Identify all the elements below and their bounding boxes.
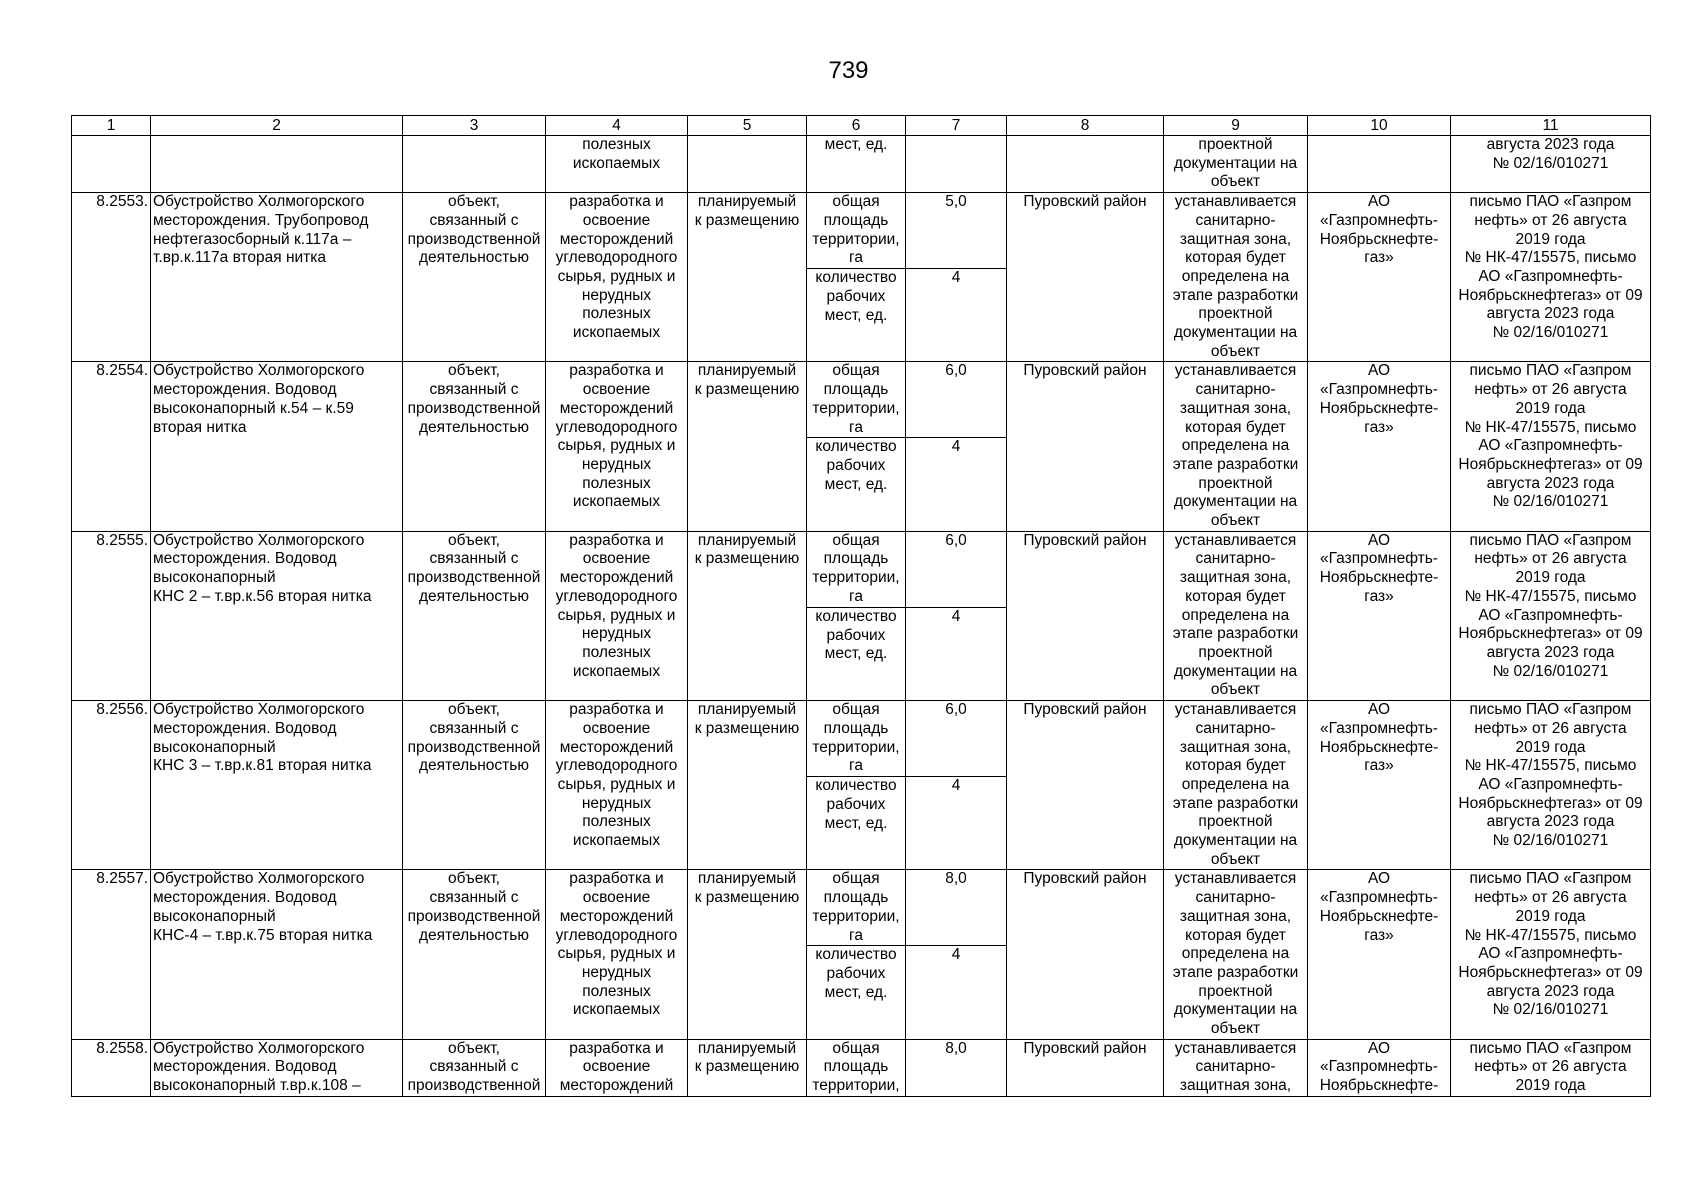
header-cell: 5	[688, 116, 807, 136]
object-status: планируемый к размещению	[688, 1039, 807, 1096]
param-area-label: общая площадь территории, га	[807, 870, 906, 946]
protection-zone: устанавливается санитарно- защитная зона, которая будет определена на этапе разработки проектной документации на объект	[1164, 701, 1308, 870]
param-jobs-value: 4	[906, 777, 1007, 870]
header-cell: 9	[1164, 116, 1308, 136]
object-status: планируемый к размещению	[688, 362, 807, 531]
continuation-row	[72, 136, 1651, 193]
initiator: АО «Газпромнефть- Ноябрьскнефте-	[1308, 1039, 1451, 1096]
header-row	[72, 116, 1651, 136]
object-name: Обустройство Холмогорского месторождения. Водовод высоконапорный КНС 2 – т.вр.к.56 вторая нитка	[151, 531, 403, 700]
object-status: планируемый к размещению	[688, 870, 807, 1039]
row-number: 8.2554.	[72, 362, 151, 531]
param-area-value: 5,0	[906, 193, 1007, 269]
param-jobs-value: 4	[906, 607, 1007, 700]
continuation-purpose: полезных ископаемых	[546, 136, 688, 193]
row-number: 8.2555.	[72, 531, 151, 700]
continuation-basis: августа 2023 года № 02/16/010271	[1451, 136, 1651, 193]
header-cell: 1	[72, 116, 151, 136]
object-category: объект, связанный с производственной деятельностью	[403, 193, 546, 362]
header-cell: 3	[403, 116, 546, 136]
object-purpose: разработка и освоение месторождений	[546, 1039, 688, 1096]
object-status: планируемый к размещению	[688, 531, 807, 700]
initiator: АО «Газпромнефть- Ноябрьскнефте- газ»	[1308, 531, 1451, 700]
continuation-param: мест, ед.	[807, 136, 906, 193]
object-category: объект, связанный с производственной деятельностью	[403, 870, 546, 1039]
param-jobs-label: количество рабочих мест, ед.	[807, 607, 906, 700]
header-cell: 4	[546, 116, 688, 136]
object-name: Обустройство Холмогорского месторождения. Водовод высоконапорный КНС 3 – т.вр.к.81 вторая нитка	[151, 701, 403, 870]
object-location: Пуровский район	[1007, 531, 1164, 700]
initiator: АО «Газпромнефть- Ноябрьскнефте- газ»	[1308, 870, 1451, 1039]
table-row	[72, 193, 1651, 269]
protection-zone: устанавливается санитарно- защитная зона,	[1164, 1039, 1308, 1096]
page-number: 739	[828, 57, 869, 84]
basis-documents: письмо ПАО «Газпром нефть» от 26 августа 2019 года № НК-47/15575, письмо АО «Газпромнефть- Ноябрьскнефтегаз» от 09 августа 2023 года № 02/16/010271	[1451, 362, 1651, 531]
object-location: Пуровский район	[1007, 701, 1164, 870]
param-area-label: общая площадь территории, га	[807, 193, 906, 269]
header-cell: 7	[906, 116, 1007, 136]
object-purpose: разработка и освоение месторождений углеводородного сырья, рудных и нерудных полезных ископаемых	[546, 701, 688, 870]
header-cell: 10	[1308, 116, 1451, 136]
object-name: Обустройство Холмогорского месторождения. Водовод высоконапорный к.54 – к.59 вторая нитка	[151, 362, 403, 531]
param-jobs-value: 4	[906, 269, 1007, 362]
object-status: планируемый к размещению	[688, 193, 807, 362]
row-number: 8.2553.	[72, 193, 151, 362]
param-area-value: 6,0	[906, 701, 1007, 777]
object-status: планируемый к размещению	[688, 701, 807, 870]
object-purpose: разработка и освоение месторождений углеводородного сырья, рудных и нерудных полезных ископаемых	[546, 193, 688, 362]
param-jobs-value: 4	[906, 438, 1007, 531]
object-purpose: разработка и освоение месторождений углеводородного сырья, рудных и нерудных полезных ископаемых	[546, 870, 688, 1039]
object-category: объект, связанный с производственной деятельностью	[403, 362, 546, 531]
header-cell: 8	[1007, 116, 1164, 136]
param-area-value: 8,0	[906, 870, 1007, 946]
param-area-value: 6,0	[906, 531, 1007, 607]
table-row	[72, 870, 1651, 946]
param-area-label: общая площадь территории,	[807, 1039, 906, 1096]
header-cell: 11	[1451, 116, 1651, 136]
basis-documents: письмо ПАО «Газпром нефть» от 26 августа 2019 года № НК-47/15575, письмо АО «Газпромнефть- Ноябрьскнефтегаз» от 09 августа 2023 года № 02/16/010271	[1451, 193, 1651, 362]
protection-zone: устанавливается санитарно- защитная зона, которая будет определена на этапе разработки проектной документации на объект	[1164, 193, 1308, 362]
object-name: Обустройство Холмогорского месторождения. Водовод высоконапорный КНС-4 – т.вр.к.75 вторая нитка	[151, 870, 403, 1039]
initiator: АО «Газпромнефть- Ноябрьскнефте- газ»	[1308, 701, 1451, 870]
object-name: Обустройство Холмогорского месторождения. Трубопровод нефтегазосборный к.117а – т.вр.к.117а вторая нитка	[151, 193, 403, 362]
register-table	[71, 115, 1651, 1097]
object-purpose: разработка и освоение месторождений углеводородного сырья, рудных и нерудных полезных ископаемых	[546, 362, 688, 531]
object-category: объект, связанный с производственной деятельностью	[403, 531, 546, 700]
basis-documents: письмо ПАО «Газпром нефть» от 26 августа 2019 года № НК-47/15575, письмо АО «Газпромнефть- Ноябрьскнефтегаз» от 09 августа 2023 года № 02/16/010271	[1451, 531, 1651, 700]
param-jobs-label: количество рабочих мест, ед.	[807, 777, 906, 870]
row-number: 8.2556.	[72, 701, 151, 870]
param-area-label: общая площадь территории, га	[807, 362, 906, 438]
header-cell: 2	[151, 116, 403, 136]
param-area-label: общая площадь территории, га	[807, 701, 906, 777]
object-name: Обустройство Холмогорского месторождения. Водовод высоконапорный т.вр.к.108 –	[151, 1039, 403, 1096]
object-location: Пуровский район	[1007, 362, 1164, 531]
object-category: объект, связанный с производственной	[403, 1039, 546, 1096]
basis-documents: письмо ПАО «Газпром нефть» от 26 августа 2019 года	[1451, 1039, 1651, 1096]
object-location: Пуровский район	[1007, 1039, 1164, 1096]
initiator: АО «Газпромнефть- Ноябрьскнефте- газ»	[1308, 362, 1451, 531]
param-jobs-value: 4	[906, 946, 1007, 1039]
object-location: Пуровский район	[1007, 870, 1164, 1039]
object-location: Пуровский район	[1007, 193, 1164, 362]
header-cell: 6	[807, 116, 906, 136]
basis-documents: письмо ПАО «Газпром нефть» от 26 августа 2019 года № НК-47/15575, письмо АО «Газпромнефть- Ноябрьскнефтегаз» от 09 августа 2023 года № 02/16/010271	[1451, 870, 1651, 1039]
table-row	[72, 362, 1651, 438]
param-jobs-label: количество рабочих мест, ед.	[807, 269, 906, 362]
object-purpose: разработка и освоение месторождений углеводородного сырья, рудных и нерудных полезных ископаемых	[546, 531, 688, 700]
protection-zone: устанавливается санитарно- защитная зона, которая будет определена на этапе разработки проектной документации на объект	[1164, 870, 1308, 1039]
row-number: 8.2558.	[72, 1039, 151, 1096]
basis-documents: письмо ПАО «Газпром нефть» от 26 августа 2019 года № НК-47/15575, письмо АО «Газпромнефть- Ноябрьскнефтегаз» от 09 августа 2023 года № 02/16/010271	[1451, 701, 1651, 870]
table-row	[72, 701, 1651, 777]
param-area-value: 6,0	[906, 362, 1007, 438]
protection-zone: устанавливается санитарно- защитная зона, которая будет определена на этапе разработки проектной документации на объект	[1164, 362, 1308, 531]
continuation-zone: проектной документации на объект	[1164, 136, 1308, 193]
object-category: объект, связанный с производственной деятельностью	[403, 701, 546, 870]
param-jobs-label: количество рабочих мест, ед.	[807, 946, 906, 1039]
initiator: АО «Газпромнефть- Ноябрьскнефте- газ»	[1308, 193, 1451, 362]
param-area-label: общая площадь территории, га	[807, 531, 906, 607]
table-row-partial	[72, 1039, 1651, 1096]
table-row	[72, 531, 1651, 607]
row-number: 8.2557.	[72, 870, 151, 1039]
protection-zone: устанавливается санитарно- защитная зона, которая будет определена на этапе разработки проектной документации на объект	[1164, 531, 1308, 700]
param-jobs-label: количество рабочих мест, ед.	[807, 438, 906, 531]
param-area-value: 8,0	[906, 1039, 1007, 1096]
